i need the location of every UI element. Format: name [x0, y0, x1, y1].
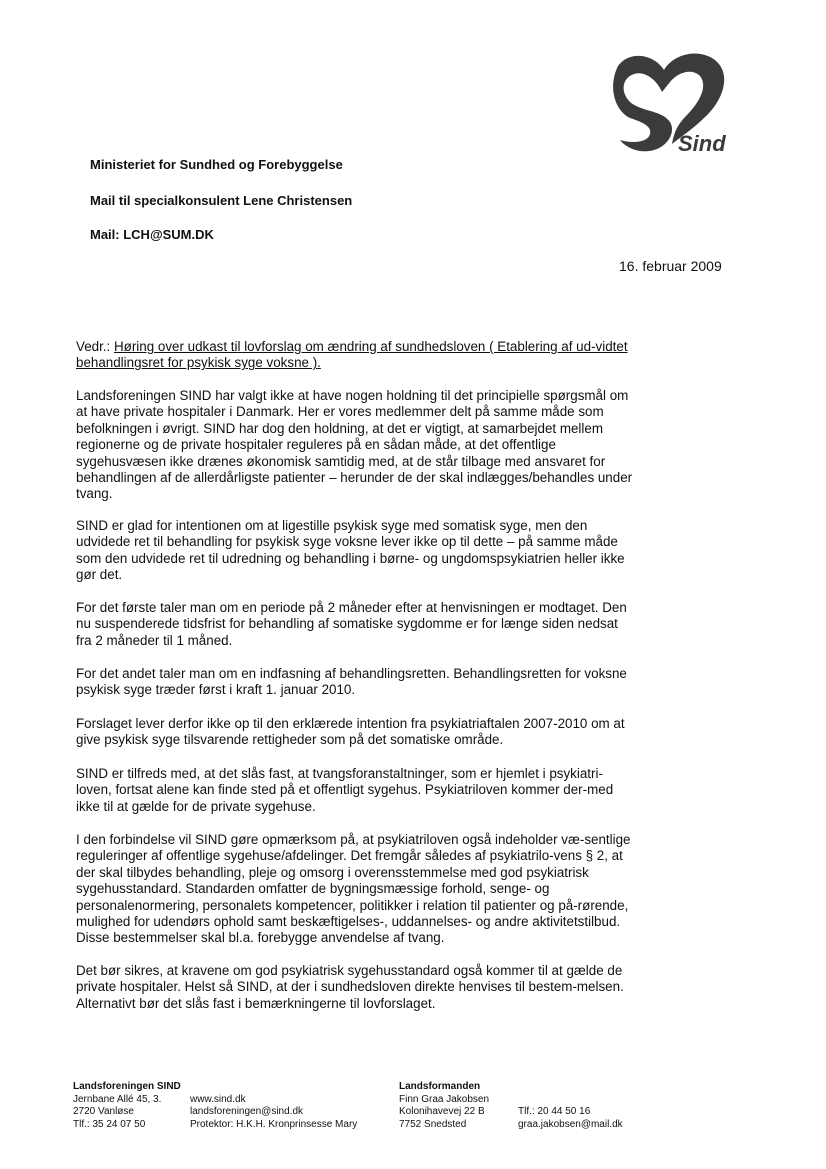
footer-chair-phone: Tlf.: 20 44 50 16	[518, 1106, 591, 1118]
paragraph-1: Landsforeningen SIND har valgt ikke at have nogen holdning til det principielle spørgsmål om at have private hospitaler i Danmark. Her er vores medlemmer delt på samme måde som befolkningen i øvrigt. SIND har dog den holdning, at det er vigtigt, at samarbejdet mellem regionerne og de private hospitaler reguleres på en sådan måde, at det offentlige sygehusvæsen ikke drænes økonomisk samtidig med, at de står tilbage med ansvaret for behandlingen af de allerdårligste patienter – herunder de der skal indlægges/behandles under tvang.	[76, 388, 633, 502]
subject-text: Høring over udkast til lovforslag om ændring af sundhedsloven ( Etablering af ud-vidtet behandlingsret for psykisk syge voksne ).	[76, 339, 628, 371]
subject-line	[76, 339, 636, 372]
footer-chair-email: graa.jakobsen@mail.dk	[518, 1118, 623, 1130]
footer-chair	[399, 1081, 489, 1131]
paragraph-4: For det andet taler man om en indfasning af behandlingsretten. Behandlingsretten for voksne psykisk syge træder først i kraft 1. januar 2010.	[76, 666, 627, 698]
paragraph-3: For det første taler man om en periode på 2 måneder efter at henvisningen er modtaget. Den nu suspenderede tidsfrist for behandling af somatiske sygdomme er for længe siden nedsat fra 2 måneder til 1 måned.	[76, 600, 627, 648]
recipient-mail: Mail: LCH@SUM.DK	[90, 227, 214, 242]
footer-org	[73, 1081, 181, 1131]
paragraph-2: SIND er glad for intentionen om at ligestille psykisk syge med somatisk syge, men den udvidede ret til behandling for psykisk syge voksne lever ikke op til dette – på samme måde som den udvidede ret til udredning og behandling i børne- og ungdomspsykiatrien heller ikke gør det.	[76, 518, 625, 583]
footer-chair-title: Landsformanden	[399, 1081, 481, 1092]
footer-chair-city: 7752 Snedsted	[399, 1118, 467, 1130]
footer-org-name: Landsforeningen SIND	[73, 1081, 181, 1092]
footer-chair-name: Finn Graa Jakobsen	[399, 1093, 490, 1105]
footer-org-street: Jernbane Allé 45, 3.	[73, 1093, 162, 1105]
recipient-attention: Mail til specialkonsulent Lene Christensen	[90, 193, 353, 208]
footer-web: www.sind.dk	[190, 1093, 246, 1105]
paragraph-5: Forslaget lever derfor ikke op til den erklærede intention fra psykiatriaftalen 2007-2010 om at give psykisk syge tilsvarende rettigheder som på det somatiske område.	[76, 716, 625, 748]
paragraph-8: Det bør sikres, at kravene om god psykiatrisk sygehusstandard også kommer til at gælde de private hospitaler. Helst så SIND, at der i sundhedsloven direkte henvises til bestem-melsen. Alternativt bør det slås fast i bemærkningerne til lovforslaget.	[76, 963, 624, 1011]
footer-org-city: 2720 Vanløse	[73, 1106, 134, 1118]
footer-contact	[190, 1094, 357, 1132]
paragraph-7: I den forbindelse vil SIND gøre opmærksom på, at psykiatriloven også indeholder væ-sentlige reguleringer af offentlige sygehuse/afdelinger. Det fremgår således af psykiatrilo-vens § 2, at der skal tilbydes behandling, pleje og omsorg i overensstemmelse med god psykiatrisk sygehusstandard. Standarden omfatter de bygningsmæssige forhold, senge- og personalenormering, personalets kompetencer, politikker i relation til patienter og på-rørende, mulighed for udendørs ophold samt beskæftigelses-, uddannelses- og andre aktivitetstilbud. Disse bestemmelser skal bl.a. forebygge anvendelse af tvang.	[76, 832, 631, 946]
recipient-ministry: Ministeriet for Sundhed og Forebyggelse	[90, 157, 343, 172]
paragraph-6: SIND er tilfreds med, at det slås fast, at tvangsforanstaltninger, som er hjemlet i psykiatri-loven, fortsat alene kan finde sted på et offentligt sygehus. Psykiatriloven kommer der-med ikke til at gælde for de private sygehuse.	[76, 766, 614, 814]
footer-chair-street: Kolonihavevej 22 B	[399, 1106, 485, 1118]
sind-logo	[608, 48, 732, 156]
subject-prefix: Vedr.:	[76, 339, 114, 354]
footer-chair-contact	[518, 1106, 623, 1131]
letter-date: 16. februar 2009	[619, 258, 722, 274]
sind-logo-text: Sind	[678, 131, 726, 156]
footer-email: landsforeningen@sind.dk	[190, 1106, 304, 1118]
footer-org-phone: Tlf.: 35 24 07 50	[73, 1118, 146, 1130]
footer-protector: Protektor: H.K.H. Kronprinsesse Mary	[190, 1118, 358, 1130]
